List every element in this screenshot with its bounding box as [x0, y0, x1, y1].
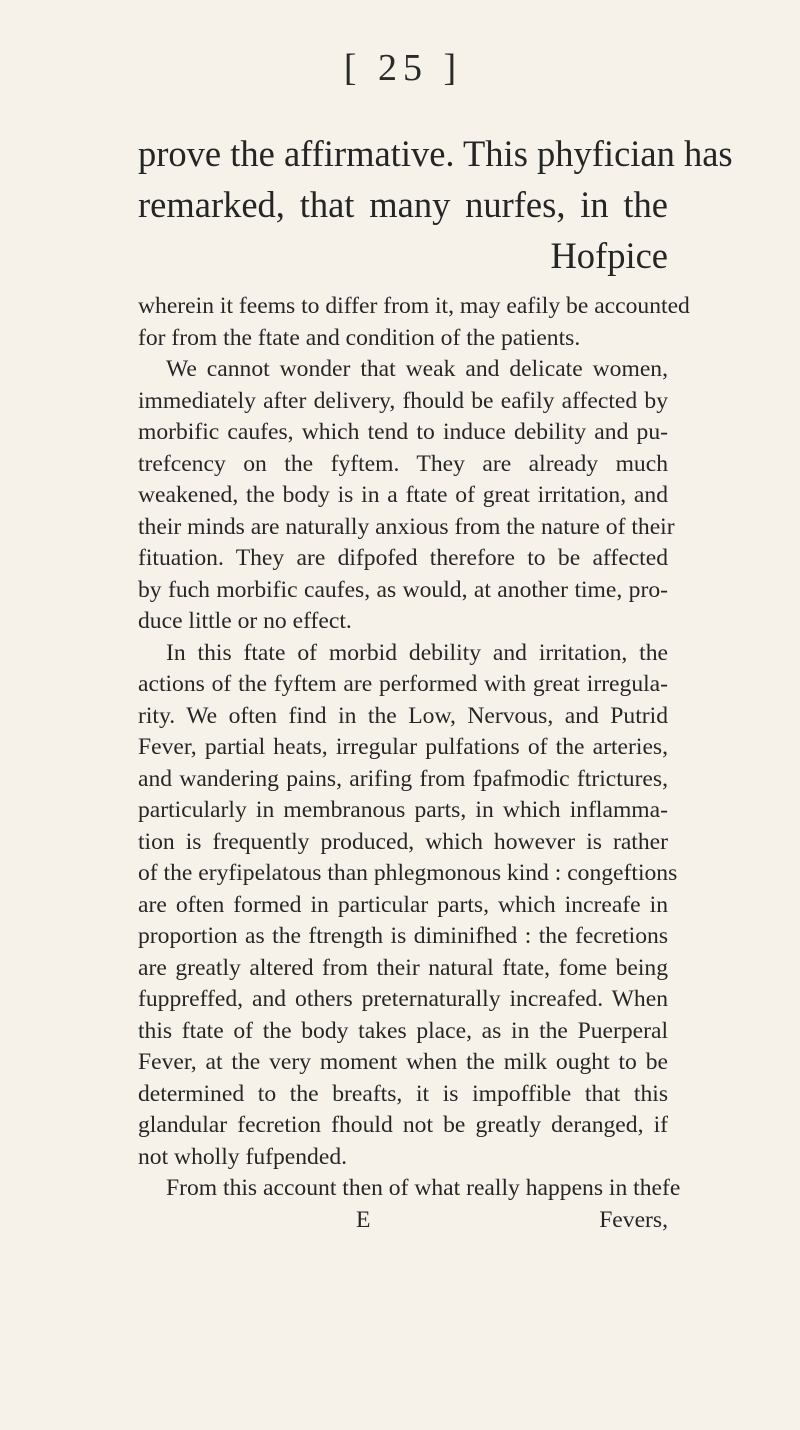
text-line: rity. We often find in the Low, Nervous, and Putrid — [138, 702, 668, 729]
lead-line: prove the affirmative. This phyfician has — [138, 133, 733, 174]
text-line: wherein it feems to differ from it, may eafily be accounted — [138, 293, 690, 319]
text-line: their minds are naturally anxious from the nature of their — [138, 513, 675, 540]
text-line: From this account then of what really happens in thefe — [166, 1175, 681, 1201]
text-line: We cannot wonder that weak and delicate women, — [166, 356, 668, 382]
text-line: fituation. They are difpofed therefore to be affected — [138, 545, 668, 571]
lead-paragraph — [138, 128, 733, 281]
text-line: particularly in membranous parts, in which inflamma- — [138, 797, 668, 823]
text-line: tion is frequently produced, which however is rather — [138, 828, 668, 855]
text-line: for from the ftate and condition of the patients. — [138, 324, 581, 351]
signature-mark: E — [356, 1206, 371, 1233]
text-line: Fever, at the very moment when the milk ought to be — [138, 1049, 668, 1075]
text-line: morbific caufes, which tend to induce debility and pu- — [138, 419, 668, 445]
text-line: immediately after delivery, fhould be eafily affected by — [138, 387, 668, 414]
lead-line: remarked, that many nurfes, in the — [138, 184, 668, 225]
text-line: trefcency on the fyftem. They are already much — [138, 450, 668, 477]
catchword: Fevers, — [599, 1206, 668, 1233]
page-footer — [138, 1205, 668, 1237]
text-line: are often formed in particular parts, which increafe in — [138, 891, 668, 918]
text-line: and wandering pains, arifing from fpafmodic ftrictures, — [138, 765, 668, 792]
text-line: fuppreffed, and others preternaturally increafed. When — [138, 986, 668, 1012]
text-line: weakened, the body is in a ftate of great irritation, and — [138, 482, 668, 508]
text-line: glandular fecretion fhould not be greatly deranged, if — [138, 1112, 668, 1138]
text-line: In this ftate of morbid debility and irritation, the — [166, 639, 668, 666]
text-line: proportion as the ftrength is diminifhed : the fecretions — [138, 923, 668, 949]
text-line: actions of the fyftem are performed with great irregula- — [138, 671, 668, 697]
text-line: are greatly altered from their natural ftate, fome being — [138, 954, 668, 981]
body-text — [138, 291, 690, 1236]
text-line: determined to the breafts, it is impoffible that this — [138, 1080, 668, 1107]
text-line: by fuch morbific caufes, as would, at another time, pro- — [138, 576, 668, 603]
text-line: Fever, partial heats, irregular pulfations of the arteries, — [138, 734, 668, 760]
text-line: of the eryfipelatous than phlegmonous kind : congeftions — [138, 860, 678, 886]
lead-line: Hofpice — [550, 235, 668, 276]
text-line: not wholly fufpended. — [138, 1143, 348, 1170]
text-line: this ftate of the body takes place, as in the Puerperal — [138, 1017, 668, 1044]
page-number: [ 25 ] — [343, 47, 463, 89]
text-line: duce little or no effect. — [138, 608, 352, 634]
